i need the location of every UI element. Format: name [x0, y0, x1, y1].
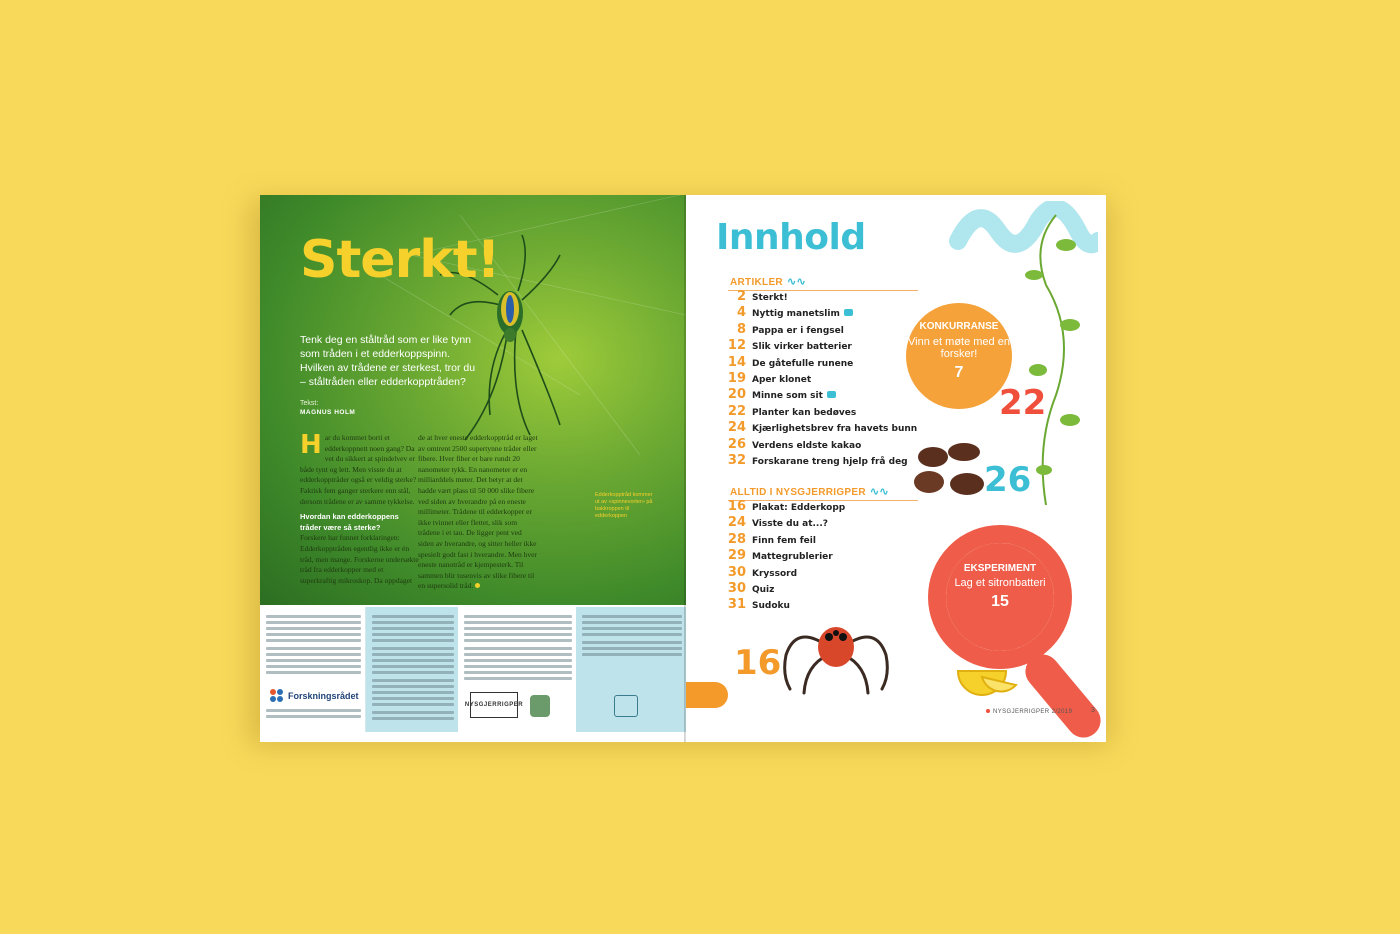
toc-page-number: 16: [727, 499, 746, 514]
toc-page-number: 2: [736, 289, 746, 304]
toc-article-item[interactable]: [716, 289, 917, 305]
toc-regular-item[interactable]: [716, 532, 845, 548]
articles-heading: [730, 275, 806, 288]
left-page: [260, 195, 686, 742]
toc-page-number: 30: [727, 580, 746, 596]
competition-badge[interactable]: [906, 303, 1012, 409]
always-list: [716, 499, 845, 614]
wave-icon: ∿∿: [786, 276, 806, 288]
end-mark-icon: [475, 583, 480, 588]
toc-article-item[interactable]: [716, 387, 917, 403]
toc-label: Finn fem feil: [752, 535, 816, 546]
contents-title: Innhold: [716, 217, 866, 258]
forskningsradet-logo: [270, 689, 359, 703]
page-number: 3: [1091, 707, 1095, 714]
toc-label: Visste du at...?: [752, 519, 828, 530]
experiment-badge[interactable]: [946, 543, 1054, 651]
big-number-22: 22: [999, 383, 1047, 423]
footer-text: NYSGJERRIGPER 2/2019: [993, 709, 1073, 715]
always-heading: [730, 485, 889, 498]
toc-regular-item[interactable]: [716, 548, 845, 564]
toc-label: Aper klonet: [752, 374, 812, 385]
article-intro: Tenk deg en ståltråd som er like tynn som tråden i et edderkoppspinn. Hvilken av trådene er sterkest, tror du – ståltråden eller edderkopptråden?: [300, 334, 476, 388]
forskningsradet-logo-text: Forskningsrådet: [288, 691, 359, 701]
toc-page-number: 19: [727, 370, 746, 386]
toc-page-number: 14: [727, 354, 746, 370]
byline-name: MAGNUS HOLM: [300, 409, 356, 416]
experiment-heading: EKSPERIMENT: [963, 563, 1037, 574]
footer-dot-icon: [986, 709, 990, 713]
book-icon: [827, 391, 836, 398]
toc-label: Slik virker batterier: [752, 342, 852, 353]
toc-label: Forskarane treng hjelp frå deg: [752, 456, 908, 467]
toc-article-item[interactable]: [716, 338, 917, 354]
toc-page-number: 26: [727, 436, 746, 452]
colophon-box-1: [260, 607, 366, 732]
toc-page-number: 31: [727, 597, 746, 613]
colophon-box-3: [458, 607, 576, 732]
toc-page-number: 4: [736, 305, 746, 321]
competition-heading: KONKURRANSE: [919, 321, 999, 332]
toc-label: Sterkt!: [752, 293, 788, 303]
body-column-2: [418, 433, 538, 592]
toc-page-number: 29: [727, 548, 746, 564]
jumping-spider-image: [776, 605, 896, 695]
toc-article-item[interactable]: [716, 404, 917, 420]
body-text-4: Trådene til edderkopper er ikke tvinnet eller flettet, slik som trådene i et tau. De ligger pent ved siden av hverandre, og sitter heller ikke spesielt godt fast i hverandre. Men hver eneste nanotråd er kjempesterk. Til sammen blir tusenvis av slike fibere til en supersolid tråd.: [418, 507, 537, 591]
toc-regular-item[interactable]: [716, 581, 845, 597]
colophon-box-4: [576, 607, 686, 732]
drop-cap: H: [300, 430, 322, 460]
toc-label: Kjærlighetsbrev fra havets bunn: [752, 424, 918, 435]
toc-article-item[interactable]: [716, 355, 917, 371]
big-number-16: 16: [734, 643, 782, 683]
big-number-26: 26: [984, 460, 1032, 500]
toc-regular-item[interactable]: [716, 565, 845, 581]
toc-page-number: 32: [727, 452, 746, 468]
toc-label: Nyttig manetslim: [752, 309, 840, 320]
toc-label: Sudoku: [752, 601, 790, 612]
toc-article-item[interactable]: [716, 305, 917, 321]
nysgjerrigper-logo-text: NYSGJERRIGPER: [464, 702, 524, 708]
toc-article-item[interactable]: [716, 322, 917, 338]
toc-label: Pappa er i fengsel: [752, 325, 844, 336]
toc-label: De gåtefulle runene: [752, 358, 854, 369]
toc-label: Mattegrublerier: [752, 552, 833, 563]
toc-regular-item[interactable]: [716, 499, 845, 515]
magnifier-handle: [1018, 648, 1106, 742]
toc-regular-item[interactable]: [716, 515, 845, 531]
toc-page-number: 30: [727, 564, 746, 580]
toc-page-number: 28: [727, 531, 746, 547]
orange-page-tab: [686, 682, 728, 708]
toc-page-number: 22: [727, 403, 746, 419]
toc-page-number: 24: [727, 420, 746, 436]
colophon-box-2: [366, 607, 458, 732]
toc-article-item[interactable]: [716, 437, 917, 453]
right-page: [686, 195, 1106, 742]
body-text-3: de at hver eneste edderkopptråd er laget av omtrent 2500 supertynne tråder eller fibere. Hver fiber er bare rundt 20 nanometer tykk. En nanometer er en milliarddels meter. Det betyr at det hadde vært plass til 50 000 slike fibere ved siden av hverandre på en eneste millimeter.: [418, 433, 538, 517]
photo-caption: Edderkopptråd kommer ut av «spinnevorter» på bakkroppen til edderkoppen: [595, 492, 653, 519]
wave-icon: ∿∿: [869, 486, 889, 498]
toc-label: Planter kan bedøves: [752, 407, 857, 418]
forskningsradet-mark-icon: [270, 689, 284, 703]
experiment-page: 15: [991, 593, 1009, 610]
magazine-box-logo: [614, 695, 638, 717]
toc-label: Quiz: [752, 584, 775, 595]
body-subhead: Hvordan kan edderkoppens tråder være så sterke?: [300, 512, 399, 532]
toc-article-item[interactable]: [716, 453, 917, 469]
nysgjerrigper-logo: [464, 692, 524, 718]
competition-text: Vinn et møte med en forsker!: [908, 336, 1010, 360]
toc-label: Kryssord: [752, 568, 798, 579]
page-footer: [986, 709, 1072, 715]
body-text-2: Forskere har funnet forklaringen: Edderkopptråden egentlig ikke er én tråd, men mange. Forskerne undersøkte tråd fra edderkopper med et superkraftig mikroskop. Da oppdaget: [300, 533, 419, 585]
toc-article-item[interactable]: [716, 420, 917, 436]
experiment-text: Lag et sitronbatteri: [954, 577, 1046, 589]
body-text-1: ar du kommet borti et edderkoppnett noen gang? Da vet du sikkert at spindelvev er både tynt og lett. Men visste du at edderkopptråder også er veldig sterke? Faktisk fem ganger sterkere enn stål, dersom trådene er av samme tykkelse.: [300, 433, 417, 506]
article-title: Sterkt!: [300, 230, 500, 290]
toc-label: Minne som sit: [752, 391, 823, 402]
toc-label: Plakat: Edderkopp: [752, 503, 846, 513]
body-column-1: [300, 430, 420, 586]
ecolabel-logo: [530, 695, 550, 717]
colophon: [260, 605, 686, 742]
lemon-image: [954, 663, 1018, 699]
toc-page-number: 20: [727, 387, 746, 403]
articles-list: [716, 289, 917, 469]
toc-page-number: 8: [736, 321, 746, 337]
competition-page: 7: [954, 364, 964, 381]
book-icon: [844, 309, 853, 316]
toc-article-item[interactable]: [716, 371, 917, 387]
toc-label: Verdens eldste kakao: [752, 440, 862, 451]
toc-page-number: 24: [727, 515, 746, 531]
byline-label: Tekst:: [300, 400, 319, 407]
articles-heading-text: ARTIKLER: [730, 277, 783, 288]
always-heading-text: ALLTID I NYSGJERRIGPER: [730, 487, 866, 498]
toc-page-number: 12: [727, 338, 746, 354]
